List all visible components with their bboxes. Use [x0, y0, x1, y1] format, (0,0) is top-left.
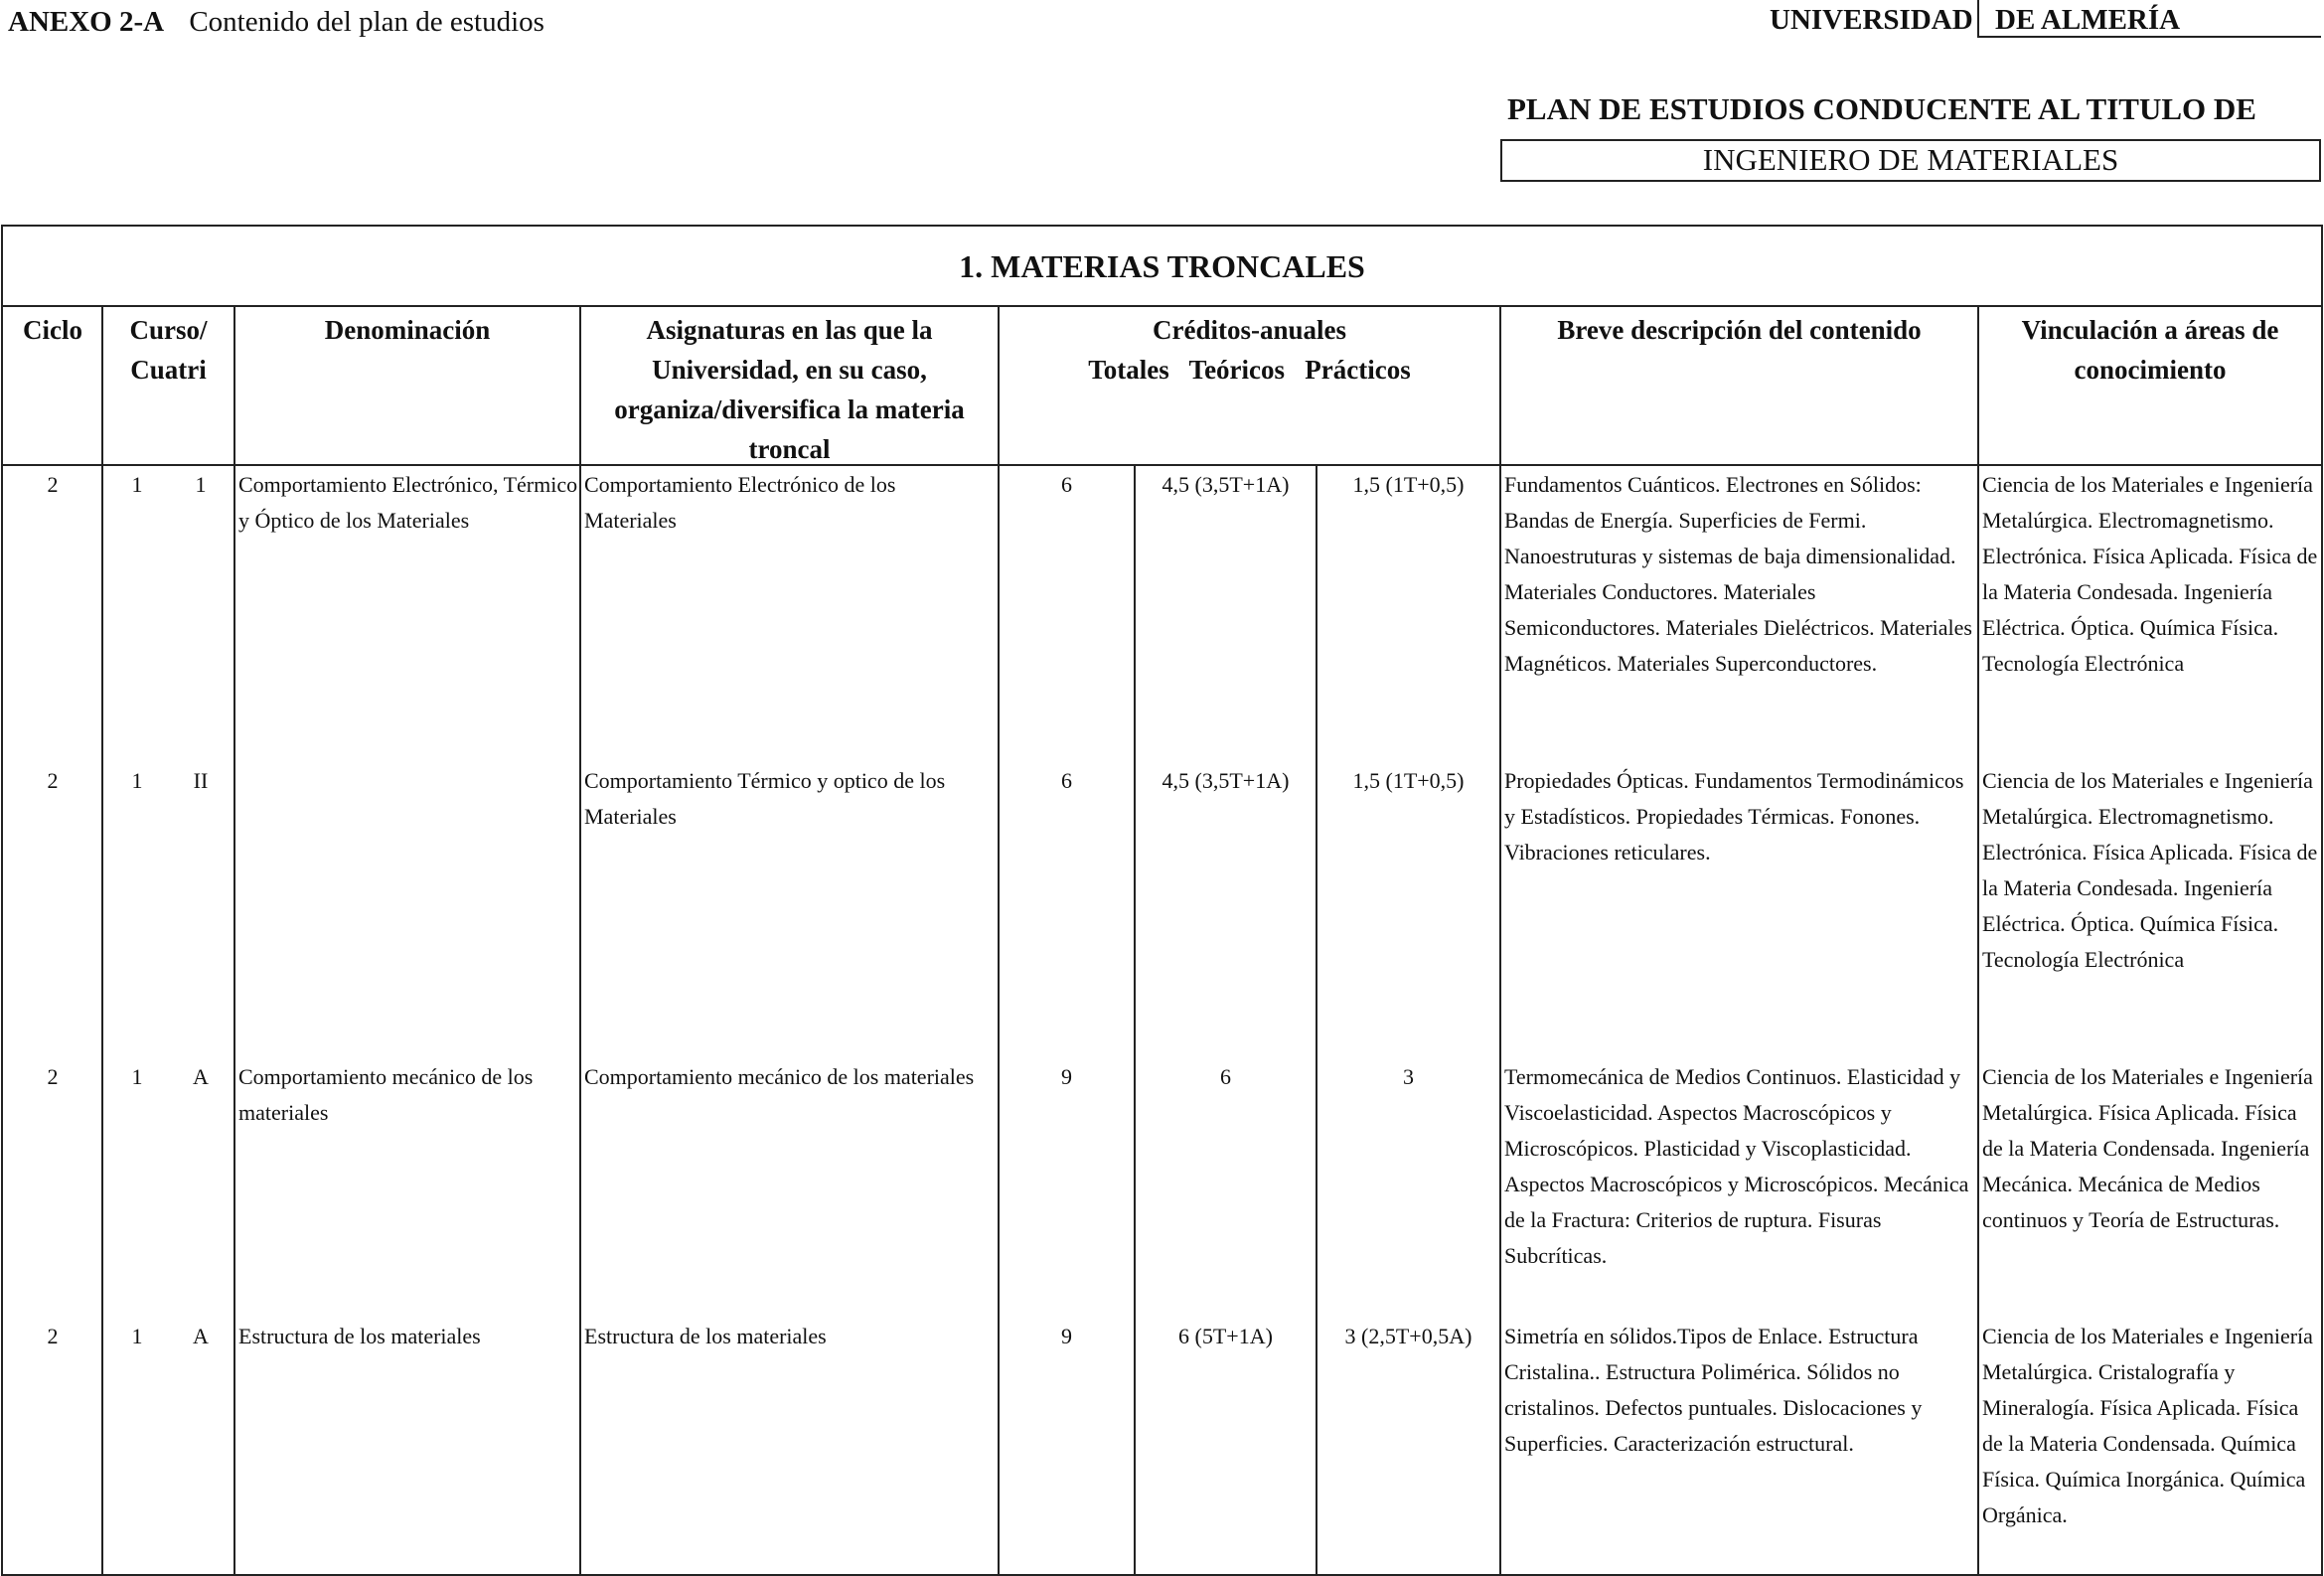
col-header-creditos-sub: Totales Teóricos Prácticos: [1088, 355, 1411, 385]
col-header-creditos-title: Créditos-anuales: [1153, 315, 1346, 345]
row2-curso: 1: [131, 768, 143, 793]
row1-totales: 6: [1061, 472, 1072, 497]
table-rule-header: [1, 464, 2323, 466]
col-sep-creditos: [1499, 305, 1501, 1576]
col-sep-totales: [1134, 464, 1136, 1576]
col-header-curso: [103, 310, 233, 390]
col-header-vinculacion: [1979, 310, 2321, 390]
row4-practicos: 3 (2,5T+0,5A): [1344, 1324, 1472, 1348]
col-sep-curso: [233, 305, 235, 1576]
row3-teoricos: 6: [1220, 1064, 1231, 1089]
col-header-asignaturas-line4: troncal: [748, 434, 831, 464]
row3-practicos: 3: [1403, 1064, 1414, 1089]
col-header-asignaturas-line2: Universidad, en su caso,: [652, 355, 927, 385]
plan-title: PLAN DE ESTUDIOS CONDUCENTE AL TITULO DE: [1507, 91, 2256, 126]
annex-title: Contenido del plan de estudios: [189, 6, 544, 38]
row4-asignatura: Estructura de los materiales: [584, 1324, 827, 1348]
annex-code: ANEXO 2-A: [8, 6, 165, 38]
degree-field: INGENIERO DE MATERIALES: [1500, 139, 2321, 182]
col-sep-denominacion: [579, 305, 581, 1576]
col-sep-ciclo: [101, 305, 103, 1576]
row2-asignatura: Comportamiento Térmico y optico de los Materiales: [584, 768, 946, 829]
col-sep-teoricos: [1316, 464, 1317, 1576]
row3-vinculacion: Ciencia de los Materiales e Ingeniería Metalúrgica. Física Aplicada. Física de la Materia Condensada. Ingeniería Mecánica. Mecánica de Medios continuos y Teoría de Estructuras.: [1982, 1064, 2313, 1232]
col-header-descripcion: Breve descripción del contenido: [1557, 315, 1922, 345]
row1-cuatri: 1: [195, 472, 207, 497]
row3-descripcion: Termomecánica de Medios Continuos. Elasticidad y Viscoelasticidad. Aspectos Macroscópicos y Microscópicos. Plasticidad y Viscoplasticidad. Aspectos Macroscópicos y Microscópicos. Mecánica de la Fractura: Criterios de ruptura. Fisuras Subcríticas.: [1504, 1064, 1969, 1268]
row2-teoricos: 4,5 (3,5T+1A): [1162, 768, 1290, 793]
row4-ciclo: 2: [47, 1324, 59, 1348]
row3-curso: 1: [131, 1064, 143, 1089]
col-header-asignaturas-line1: Asignaturas en las que la: [646, 315, 933, 345]
col-header-asignaturas-line3: organiza/diversifica la materia: [614, 394, 965, 424]
row4-cuatri: A: [193, 1324, 209, 1348]
row1-curso: 1: [131, 472, 143, 497]
col-header-asignaturas: [581, 310, 998, 469]
col-header-creditos: [1000, 310, 1499, 390]
row3-cuatri: A: [193, 1064, 209, 1089]
row1-descripcion: Fundamentos Cuánticos. Electrones en Sólidos: Bandas de Energía. Superficies de Fermi. Nanoestruturas y sistemas de baja dimensionalidad. Materiales Conductores. Materiales Semiconductores. Materiales Dieléctricos. Materiales Magnéticos. Materiales Superconductores.: [1504, 472, 1972, 676]
col-header-denominacion: Denominación: [324, 315, 491, 345]
row4-vinculacion: Ciencia de los Materiales e Ingeniería Metalúrgica. Cristalografía y Mineralogía. Física Aplicada. Física de la Materia Condensada. Química Física. Química Inorgánica. Química Orgánica.: [1982, 1324, 2313, 1527]
university-label: UNIVERSIDAD: [1770, 4, 1973, 36]
row2-totales: 6: [1061, 768, 1072, 793]
annex-heading: [8, 6, 544, 39]
row4-totales: 9: [1061, 1324, 1072, 1348]
university-value: DE ALMERÍA: [1995, 4, 2181, 36]
row2-descripcion: Propiedades Ópticas. Fundamentos Termodinámicos y Estadísticos. Propiedades Térmicas. Fonones. Vibraciones reticulares.: [1504, 768, 1964, 865]
row2-practicos: 1,5 (1T+0,5): [1352, 768, 1465, 793]
row1-ciclo: 2: [47, 472, 59, 497]
row4-curso: 1: [131, 1324, 143, 1348]
col-header-curso-line2: Cuatri: [130, 355, 207, 385]
col-header-ciclo: Ciclo: [23, 315, 82, 345]
row1-denominacion: Comportamiento Electrónico, Térmico y Óptico de los Materiales: [238, 472, 578, 533]
col-header-curso-line1: Curso/: [129, 315, 208, 345]
row2-cuatri: II: [193, 768, 209, 793]
table-rule-title: [1, 305, 2323, 307]
row1-vinculacion: Ciencia de los Materiales e Ingeniería Metalúrgica. Electromagnetismo. Electrónica. Física Aplicada. Física de la Materia Condesada. Ingeniería Eléctrica. Óptica. Química Física. Tecnología Electrónica: [1982, 472, 2318, 676]
col-header-vinculacion-line1: Vinculación a áreas de: [2021, 315, 2279, 345]
row1-asignatura: Comportamiento Electrónico de los Materiales: [584, 472, 896, 533]
row4-denominacion: Estructura de los materiales: [238, 1324, 481, 1348]
col-header-vinculacion-line2: conocimiento: [2074, 355, 2227, 385]
row1-practicos: 1,5 (1T+0,5): [1352, 472, 1465, 497]
row1-teoricos: 4,5 (3,5T+1A): [1162, 472, 1290, 497]
row4-descripcion: Simetría en sólidos.Tipos de Enlace. Estructura Cristalina.. Estructura Polimérica. Sólidos no cristalinos. Defectos puntuales. Dislocaciones y Superficies. Caracterización estructural.: [1504, 1324, 1923, 1456]
row4-teoricos: 6 (5T+1A): [1178, 1324, 1273, 1348]
col-sep-descripcion: [1977, 305, 1979, 1576]
section-title: 1. MATERIAS TRONCALES: [959, 248, 1365, 284]
row3-totales: 9: [1061, 1064, 1072, 1089]
row3-ciclo: 2: [47, 1064, 59, 1089]
row2-ciclo: 2: [47, 768, 59, 793]
row3-denominacion: Comportamiento mecánico de los materiales: [238, 1064, 534, 1125]
row2-vinculacion: Ciencia de los Materiales e Ingeniería Metalúrgica. Electromagnetismo. Electrónica. Física Aplicada. Física de la Materia Condesada. Ingeniería Eléctrica. Óptica. Química Física. Tecnología Electrónica: [1982, 768, 2318, 972]
row3-asignatura: Comportamiento mecánico de los materiales: [584, 1064, 975, 1089]
